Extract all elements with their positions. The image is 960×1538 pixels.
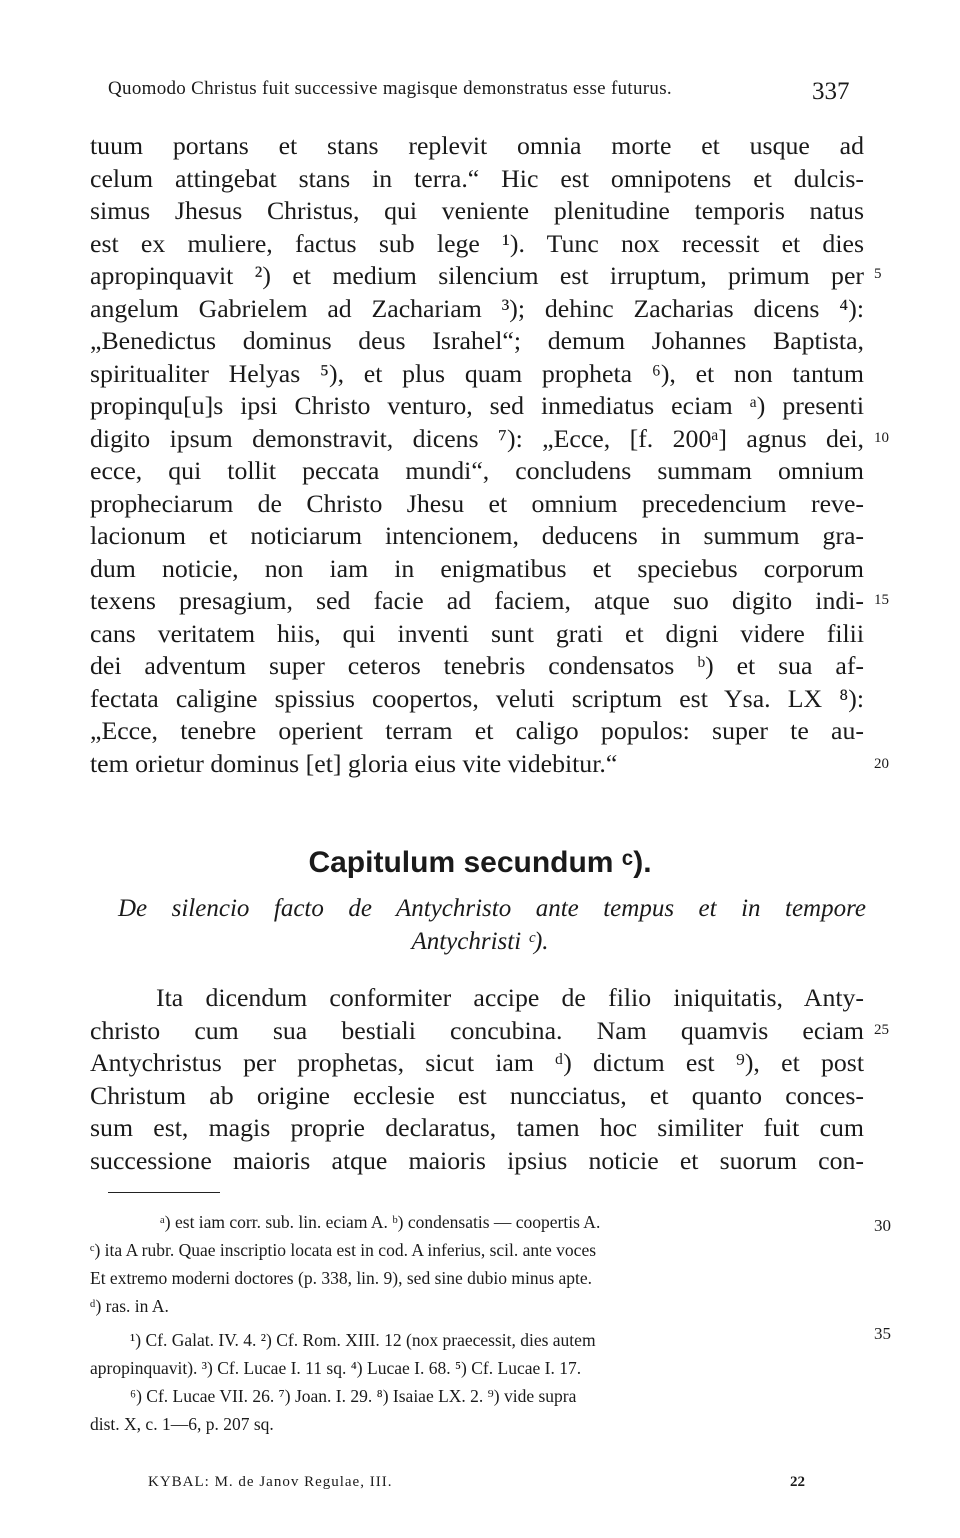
sheet-number: 22 xyxy=(790,1474,805,1490)
text-line: dei adventum super ceteros tenebris condensatos ᵇ) et sua af- xyxy=(90,651,864,680)
source-note: ¹) Cf. Galat. IV. 4. ²) Cf. Rom. XIII. 12 (nox praecessit, dies autem xyxy=(130,1330,596,1350)
text-line: digito ipsum demonstravit, dicens ⁷): „Ecce, [f. 200ᵃ] agnus dei, xyxy=(90,423,864,453)
line-number: 15 xyxy=(874,592,889,608)
apparatus-note: ᵈ) ras. in A. xyxy=(90,1296,169,1316)
text-line: lacionum et noticiarum intencionem, deducens in summum gra- xyxy=(90,521,864,550)
chapter-text xyxy=(90,982,864,1177)
source-note: apropinquavit). ³) Cf. Lucae I. 11 sq. ⁴) Lucae I. 68. ⁵) Cf. Lucae I. 17. xyxy=(90,1358,582,1378)
text-line: Antychristus per prophetas, sicut iam ᵈ) dictum est ⁹), et post xyxy=(90,1048,864,1077)
text-line: propheciarum de Christo Jhesu et omnium precedencium reve- xyxy=(90,488,864,518)
line-number: 25 xyxy=(874,1022,889,1038)
chapter-heading: Capitulum secundum ᶜ). xyxy=(308,846,652,879)
line-number: 30 xyxy=(874,1216,891,1235)
footer-signature: KYBAL: M. de Janov Regulae, III. xyxy=(148,1474,393,1490)
line-number: 5 xyxy=(874,266,882,282)
text-line: „Ecce, tenebre operient terram et caligo populos: super te au- xyxy=(90,716,864,745)
main-text xyxy=(90,130,864,780)
text-line: sum est, magis proprie declaratus, tamen hoc similiter fuit cum xyxy=(90,1113,864,1142)
text-line: Ita dicendum conformiter accipe de filio iniquitatis, Anty- xyxy=(156,983,864,1012)
text-line: apropinquavit ²) et medium silencium est irruptum, primum per xyxy=(90,261,864,290)
text-line: fectata caligine spissius coopertos, veluti scriptum est Ysa. LX ⁸): xyxy=(90,683,864,713)
line-number: 10 xyxy=(874,430,889,446)
text-line: celum attingebat stans in terra.“ Hic est omnipotens et dulcis- xyxy=(90,163,864,193)
apparatus-note: ᵃ) est iam corr. sub. lin. eciam A. ᵇ) condensatis — coopertis A. xyxy=(160,1212,601,1232)
source-note: ⁶) Cf. Lucae VII. 26. ⁷) Joan. I. 29. ⁸) Isaiae LX. 2. ⁹) vide supra xyxy=(130,1386,577,1406)
text-line: propinqu[u]s ipsi Christo venturo, sed inmediatus eciam ᵃ) presenti xyxy=(90,391,864,420)
page-number: 337 xyxy=(812,78,850,105)
text-line: tuum portans et stans replevit omnia morte et usque ad xyxy=(90,131,864,160)
chapter-subtitle: Antychristi ᶜ). xyxy=(411,928,549,955)
text-line: „Benedictus dominus deus Israhel“; demum Johannes Baptista, xyxy=(90,326,864,355)
line-number: 20 xyxy=(874,756,889,772)
text-line: angelum Gabrielem ad Zachariam ³); dehinc Zacharias dicens ⁴): xyxy=(90,293,864,323)
line-number: 35 xyxy=(874,1324,891,1343)
source-note: dist. X, c. 1—6, p. 207 sq. xyxy=(90,1414,274,1434)
text-line: Christum ab origine ecclesie est nuncciatus, et quanto conces- xyxy=(90,1080,864,1110)
apparatus-note: ᶜ) ita A rubr. Quae inscriptio locata est in cod. A inferius, scil. ante voces xyxy=(90,1240,597,1260)
text-line: spiritualiter Helyas ⁵), et plus quam propheta ⁶), et non tantum xyxy=(90,358,864,388)
critical-apparatus xyxy=(90,1208,866,1320)
text-line: simus Jhesus Christus, qui veniente plenitudine temporis natus xyxy=(90,196,864,225)
text-line: texens presagium, sed facie ad faciem, atque suo digito indi- xyxy=(90,586,864,615)
text-line: successione maioris atque maioris ipsius noticie et suorum con- xyxy=(90,1145,864,1175)
footnote-rule xyxy=(108,1192,220,1193)
text-line: cans veritatem hiis, qui inventi sunt grati et digni videre filii xyxy=(90,618,864,648)
source-notes xyxy=(90,1326,866,1438)
chapter-subtitle: De silencio facto de Antychristo ante tempus et in tempore xyxy=(118,895,866,922)
text-line: dum noticie, non iam in enigmatibus et speciebus corporum xyxy=(90,553,864,583)
text-line: ecce, qui tollit peccata mundi“, concludens summam omnium xyxy=(90,456,864,485)
text-line: tem orietur dominus [et] gloria eius vite videbitur.“ xyxy=(90,748,618,778)
text-line: christo cum sua bestiali concubina. Nam quamvis eciam xyxy=(90,1015,864,1045)
apparatus-note: Et extremo moderni doctores (p. 338, lin. 9), sed sine dubio minus apte. xyxy=(90,1268,593,1288)
running-title: Quomodo Christus fuit successive magisque demonstratus esse futurus. xyxy=(108,78,672,99)
text-line: est ex muliere, factus sub lege ¹). Tunc nox recessit et dies xyxy=(90,228,864,258)
